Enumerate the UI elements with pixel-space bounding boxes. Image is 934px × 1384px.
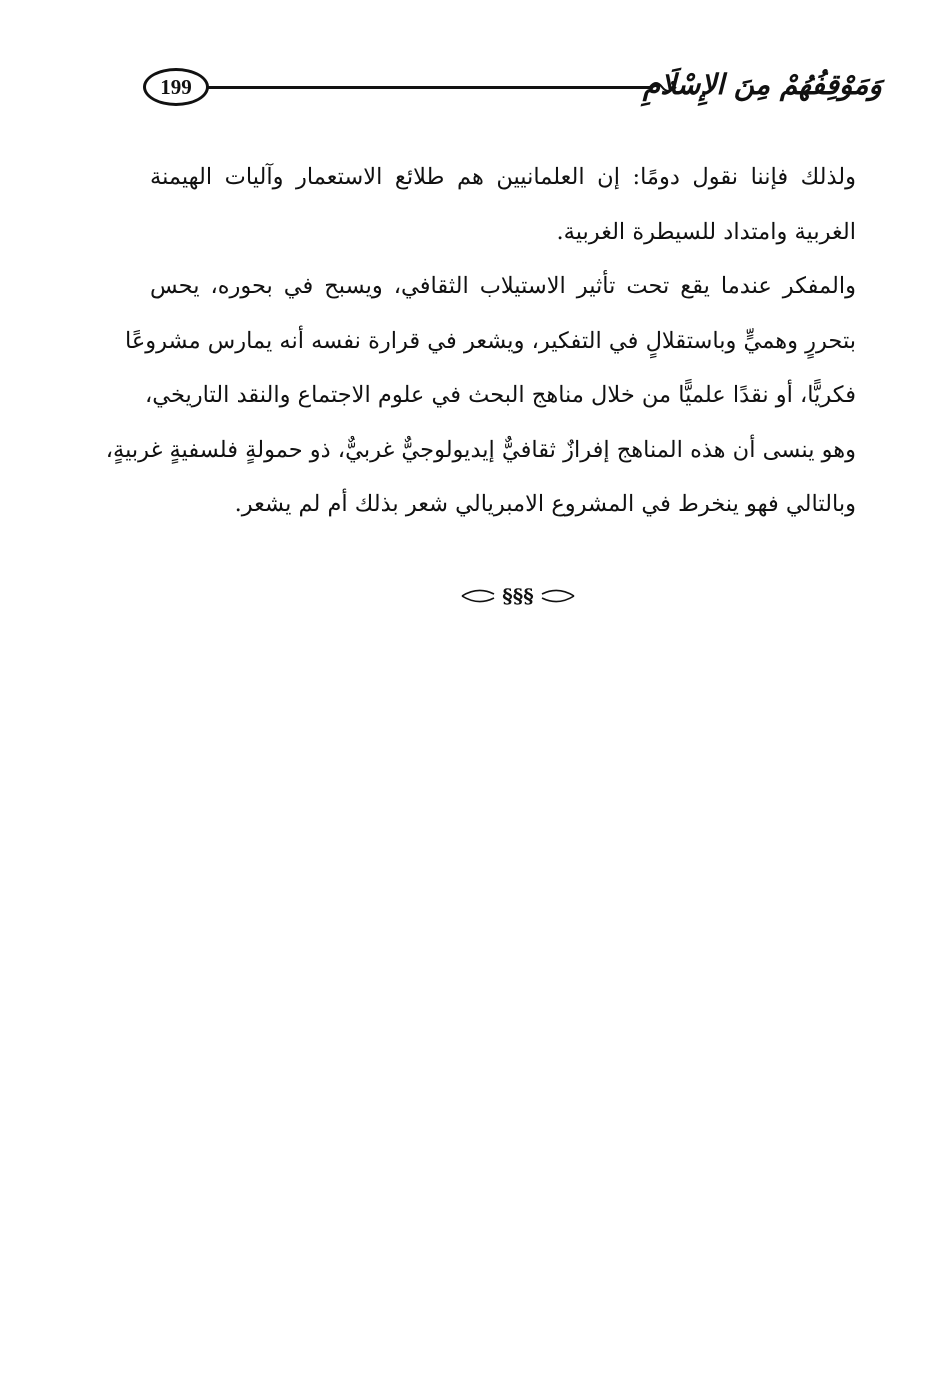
text-body [105,150,886,532]
text-line: ولذلك فإننا نقول دومًا: إن العلمانيين هم طلائع الاستعمار وآليات الهيمنة [150,164,856,190]
header-rule [207,86,652,89]
paragraph-1 [150,150,886,259]
svg-text:§§§: §§§ [502,584,534,608]
running-title: وَمَوْقِفُهُمْ مِنَ الإِسْلَامِ [642,68,882,101]
text-line: بتحررٍ وهميٍّ وباستقلالٍ في التفكير، ويشعر في قرارة نفسه أنه يمارس مشروعًا [124,327,856,354]
text-line: الغربية وامتداد للسيطرة الغربية. [556,218,856,245]
text-line: وبالتالي فهو ينخرط في المشروع الامبريالي شعر بذلك أم لم يشعر. [234,491,856,517]
text-line: فكريًّا، أو نقدًا علميًّا من خلال مناهج البحث في علوم الاجتماع والنقد التاريخي، [145,382,856,408]
page-number: 199 [143,68,209,106]
section-divider-ornament-icon [458,580,578,612]
text-line: والمفكر عندما يقع تحت تأثير الاستيلاب الثقافي، ويسبح في بحوره، يحس [150,273,856,299]
text-line: وهو ينسى أن هذه المناهج إفرازٌ ثقافيٌّ إيديولوجيٌّ غربيٌّ، ذو حمولةٍ فلسفيةٍ غربيةٍ، [105,436,856,463]
paragraph-2 [105,259,886,532]
